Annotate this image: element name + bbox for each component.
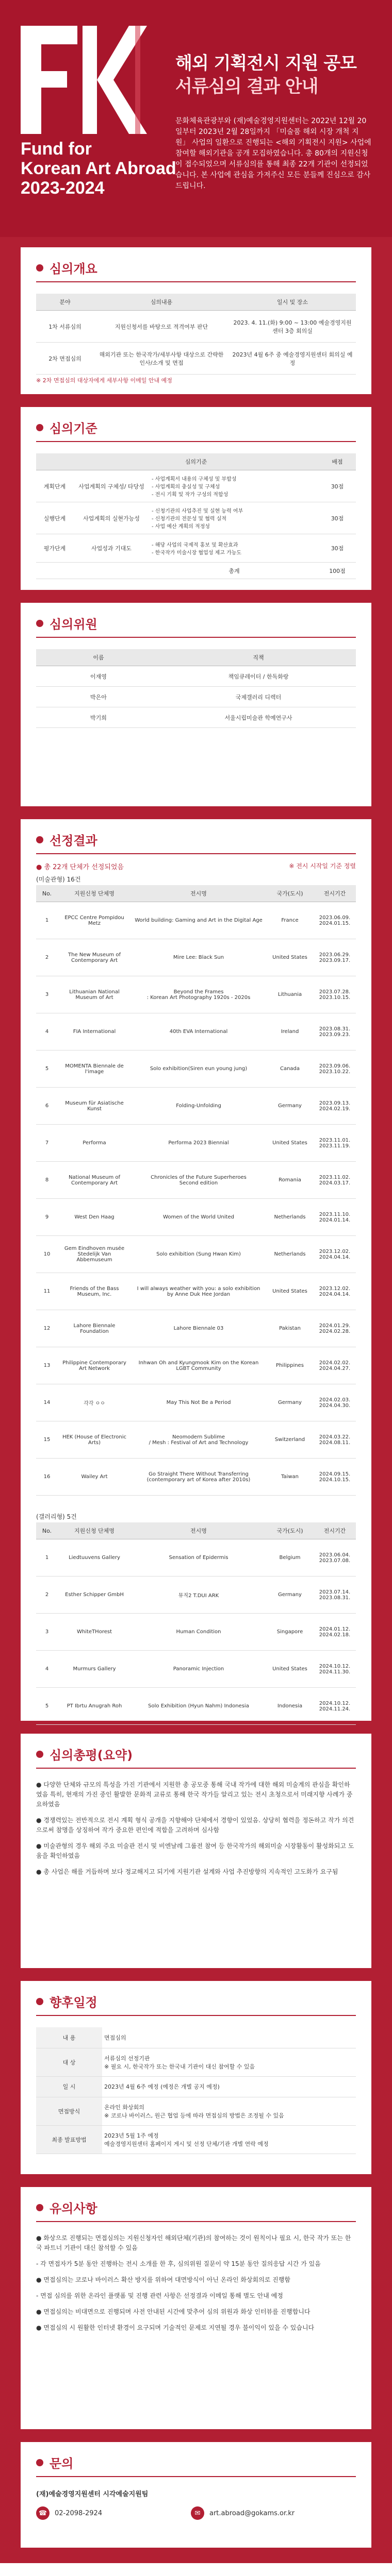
cell: Lithuania	[266, 976, 314, 1013]
cell: 2023.08.31. 2023.09.23.	[314, 1013, 356, 1050]
notice-paragraph: ● 면접심의 시 원활한 인터넷 환경이 요구되며 기술적인 문제로 지연될 경우 불이익이 있을 수 있습니다	[36, 2324, 315, 2331]
cell: Chronicles of the Future Superheroes Second edition	[131, 1162, 266, 1199]
results-title	[36, 831, 97, 849]
notice-card	[21, 2187, 371, 2429]
table-row	[36, 1199, 356, 1236]
committee-title	[36, 614, 97, 632]
summary-body	[36, 1780, 356, 1883]
cell: National Museum of Contemporary Art	[58, 1162, 131, 1199]
results-header: 전시명	[131, 885, 266, 902]
phone-icon: ☎	[36, 2506, 50, 2520]
hero-title: 해외 기획전시 지원 공모	[175, 53, 356, 74]
table-row	[36, 1651, 356, 1688]
cell: 2024.02.02. 2024.04.27.	[314, 1347, 356, 1384]
notice-title-text: 유의사항	[50, 2201, 97, 2216]
cell	[36, 563, 73, 579]
cell: 12	[36, 1310, 58, 1347]
cell: Mire Lee: Black Sun	[131, 939, 266, 976]
cell: 10	[36, 1236, 58, 1273]
cell: Performa 2023 Biennial	[131, 1125, 266, 1162]
cell: 일 시	[36, 2076, 102, 2097]
cell: 2023.11.01. 2023.11.19.	[314, 1125, 356, 1162]
bullet-icon	[36, 836, 43, 843]
overview-header: 분야	[36, 294, 94, 311]
divider	[36, 2221, 356, 2222]
cell: WhiteTHorest	[58, 1614, 131, 1651]
results-header: 지원신청 단체명	[58, 885, 131, 902]
cell: Pakistan	[266, 1310, 314, 1347]
contact-title-text: 문의	[50, 2456, 74, 2471]
table-row	[36, 976, 356, 1013]
results-header: 전시기간	[314, 885, 356, 902]
cell: 각각 ㅇㅇ	[58, 1384, 131, 1421]
table-row	[36, 563, 356, 579]
summary-title	[36, 1745, 133, 1763]
results-header: 전시기간	[314, 1522, 356, 1539]
table-row	[36, 1347, 356, 1384]
cell: 2023.06.04. 2023.07.08.	[314, 1539, 356, 1577]
table-row	[36, 2048, 356, 2076]
table-row	[36, 1310, 356, 1347]
table-row	[36, 1539, 356, 1577]
summary-paragraph: ● 총 사업은 해를 거듭하며 보다 정교해지고 되기에 지원기관 설계와 사업 추진방향의 지속적인 고도화가 요구됨	[36, 1868, 338, 1875]
cell: 면접방식	[36, 2097, 102, 2125]
total-value: 100점	[319, 563, 356, 579]
table-row	[36, 502, 356, 534]
results-header: 전시명	[131, 1522, 266, 1539]
cell: Philippines	[266, 1347, 314, 1384]
table-row	[36, 470, 356, 502]
cell: 지원신청서를 바탕으로 적격여부 판단	[94, 311, 229, 343]
cell: 2024.02.03. 2024.04.30.	[314, 1384, 356, 1421]
overview-title	[36, 259, 97, 277]
cell: Murmurs Gallery	[58, 1651, 131, 1688]
results-header: 국가(도시)	[266, 1522, 314, 1539]
cell: 2023.11.02. 2024.03.17.	[314, 1162, 356, 1199]
results-card	[21, 819, 371, 1721]
cell: 8	[36, 1162, 58, 1199]
total-label: 총계	[150, 563, 319, 579]
overview-header: 일시 및 장소	[229, 294, 356, 311]
cell: 서울시립미술관 학예연구사	[161, 707, 356, 728]
overview-table	[36, 294, 356, 375]
cell: 2023.06.09. 2024.01.15.	[314, 902, 356, 939]
summary-paragraph: ● 다양한 단체와 규모의 특성을 가진 기관에서 지원한 총 공모중 통해 국내 작가에 대한 해외 미술계의 관심을 확인하였음 특히, 현재의 가진 중인 활발한 문화적 교류로 통해 한국 작가들 알리고 있는 전시 초청으로서 미래지향 사례가 중요하였음	[36, 1781, 353, 1808]
cell: EPCC Centre Pompidou Metz	[58, 902, 131, 939]
bullet-icon	[36, 1751, 43, 1758]
table-row	[36, 1125, 356, 1162]
results-table-museum	[36, 885, 356, 1496]
cell: - 해당 사업의 국제적 홍보 및 확산효과 - 한국작가 미술시장 협업성 제고 가능도	[150, 534, 319, 563]
cell: West Den Haag	[58, 1199, 131, 1236]
cell: 사업계획의 실현가능성	[73, 502, 150, 534]
cell: PT Ibrtu Anugrah Roh	[58, 1688, 131, 1725]
cell: 2023.12.02. 2024.04.14.	[314, 1236, 356, 1273]
cell: Philippine Contemporary Art Network	[58, 1347, 131, 1384]
cell: Sensation of Epidermis	[131, 1539, 266, 1577]
schedule-table	[36, 2027, 356, 2154]
results-header: 지원신청 단체명	[58, 1522, 131, 1539]
table-row	[36, 1013, 356, 1050]
cell: 사업성과 기대도	[73, 534, 150, 563]
table-row	[36, 902, 356, 939]
footer	[0, 2563, 392, 2576]
cell: 2023.07.14. 2023.08.31.	[314, 1577, 356, 1614]
notice-paragraph: ● 화상으로 진행되는 면접심의는 지원신청자인 해외단체(기관)의 참여하는 것이 원칙이나 필요 시, 한국 작가 또는 한국 파트너 기관이 대신 참석할 수 있음	[36, 2234, 351, 2251]
cell: Solo exhibition(Siren eun young jung)	[131, 1050, 266, 1088]
overview-card	[21, 247, 371, 394]
table-row	[36, 1577, 356, 1614]
cell: Go Straight There Without Transferring (contemporary art of Korea after 2010s)	[131, 1459, 266, 1496]
cell: 3	[36, 976, 58, 1013]
cell: 30점	[319, 502, 356, 534]
cell: Gem Eindhoven musée Stedelijk Van Abbemuseum	[58, 1236, 131, 1273]
cell: 평가단계	[36, 534, 73, 563]
cell: 서류심의 선정기관 ※ 필요 시, 한국작가 또는 한국내 기관이 대신 참여할 수 있음	[102, 2048, 356, 2076]
contact-card	[21, 2442, 371, 2548]
divider	[36, 281, 356, 282]
notice-paragraph: ● 면접심의는 비대면으로 진행되며 사전 안내된 시간에 맞추어 심의 위원과 화상 인터뷰를 진행합니다	[36, 2308, 311, 2315]
cell: 40th EVA International	[131, 1013, 266, 1050]
cell: Women of the World United	[131, 1199, 266, 1236]
notice-paragraph: ● 면접심의는 코로나 바이러스 확산 방지를 위하여 대면방식이 아닌 온라인 화상회의로 진행함	[36, 2276, 290, 2283]
cell: 2023.06.29. 2023.09.17.	[314, 939, 356, 976]
cell: Singapore	[266, 1614, 314, 1651]
committee-table	[36, 649, 356, 728]
cell: 14	[36, 1384, 58, 1421]
table-row	[36, 2076, 356, 2097]
cell: Beyond the Frames : Korean Art Photography 1920s - 2020s	[131, 976, 266, 1013]
table-row	[36, 939, 356, 976]
cell: 계획단계	[36, 470, 73, 502]
criteria-title	[36, 418, 97, 436]
cell: 이재영	[36, 666, 161, 687]
cell: Solo exhibition (Sung Hwan Kim)	[131, 1236, 266, 1273]
cell: FIA International	[58, 1013, 131, 1050]
cell: Friends of the Bass Museum, Inc.	[58, 1273, 131, 1310]
cell: 6	[36, 1088, 58, 1125]
overview-title-text: 심의개요	[50, 262, 97, 276]
cell: 온라인 화상회의 ※ 코로나 바이러스, 원근 협업 등에 따라 면접심의 방법은 조정될 수 있음	[102, 2097, 356, 2125]
cell: Canada	[266, 1050, 314, 1088]
results-title-text: 선정결과	[50, 834, 97, 848]
bullet-icon	[36, 2459, 43, 2466]
cell: Lahore Biennale Foundation	[58, 1310, 131, 1347]
cell: Neomodern Sublime / Mesh : Festival of Art and Technology	[131, 1421, 266, 1459]
cell: Indonesia	[266, 1688, 314, 1725]
cell: United States	[266, 1651, 314, 1688]
table-row	[36, 1384, 356, 1421]
cell: Liedtuuvens Gallery	[58, 1539, 131, 1577]
cell: 책임큐레이터 / 한독화랑	[161, 666, 356, 687]
cell: 2024.03.22. 2024.08.11.	[314, 1421, 356, 1459]
cell: 면접심의	[102, 2027, 356, 2048]
cell: World building: Gaming and Art in the Digital Age	[131, 902, 266, 939]
contact-title	[36, 2453, 73, 2471]
cell: 2024.10.12. 2024.11.24.	[314, 1688, 356, 1725]
bullet-icon	[36, 1998, 43, 2005]
results-header: No.	[36, 1522, 58, 1539]
cell: 박기희	[36, 707, 161, 728]
summary-paragraph: ● 경쟁력있는 전반적으로 전시 계획 형식 공개을 지향해야 단체에서 경향이 있었음. 상당히 협력을 정돈하고 작가 의견으로써 참명을 상징하여 작가 중요한 편인에 적합을 고려하며 심사함	[36, 1817, 354, 1834]
cell: Germany	[266, 1384, 314, 1421]
group1-label: (미술관형) 16건	[36, 876, 81, 883]
cell: 2023년 4월 6주 예정 (예정은 개별 공지 예정)	[102, 2076, 356, 2097]
table-row	[36, 1459, 356, 1496]
cell: Inhwan Oh and Kyungmook Kim on the Korean LGBT Community	[131, 1347, 266, 1384]
cell: 4	[36, 1013, 58, 1050]
bullet-icon	[36, 2204, 43, 2211]
cell: 2024.01.12. 2024.02.18.	[314, 1614, 356, 1651]
cell: Wailey Art	[58, 1459, 131, 1496]
cell: Museum für Asiatische Kunst	[58, 1088, 131, 1125]
cell: May This Not Be a Period	[131, 1384, 266, 1421]
results-header: No.	[36, 885, 58, 902]
schedule-title-text: 향후일정	[50, 1995, 97, 2010]
cell: 박은아	[36, 687, 161, 707]
schedule-title	[36, 1992, 97, 2010]
results-table-gallery	[36, 1522, 356, 1725]
cell: 5	[36, 1050, 58, 1088]
cell: Esther Schipper GmbH	[58, 1577, 131, 1614]
cell: 2023. 4. 11.(화) 9:00 ~ 13:00 예술경영지원센터 3층 회의실	[229, 311, 356, 343]
contact-email[interactable]: art.abroad@gokams.or.kr	[209, 2509, 295, 2517]
table-row	[36, 1273, 356, 1310]
mail-icon: ✉	[191, 2506, 204, 2520]
criteria-header: 심의기준	[73, 453, 319, 470]
divider	[36, 1768, 356, 1769]
cell: 2024.10.12. 2024.11.30.	[314, 1651, 356, 1688]
cell: 2	[36, 1577, 58, 1614]
cell: 16	[36, 1459, 58, 1496]
fkaa-logo-icon	[21, 26, 155, 134]
cell: United States	[266, 1125, 314, 1162]
cell: 1	[36, 1539, 58, 1577]
cell: 30점	[319, 534, 356, 563]
cell: United States	[266, 939, 314, 976]
cell: 2	[36, 939, 58, 976]
cell: 30점	[319, 470, 356, 502]
overview-note: ※ 2차 면접심의 대상자에게 세부사항 이메일 안내 예정	[36, 377, 172, 384]
cell: 1	[36, 902, 58, 939]
notice-body	[36, 2233, 356, 2339]
fund-line-2: Korean Art Abroad	[21, 159, 176, 178]
contact-phone-row	[36, 2506, 102, 2520]
cell: 7	[36, 1125, 58, 1162]
cell: 최종 발표방법	[36, 2125, 102, 2154]
cell: 2023.11.10. 2024.01.14.	[314, 1199, 356, 1236]
bullet-icon	[36, 424, 43, 431]
results-headline: ● 총 22개 단체가 선정되었음	[36, 863, 124, 871]
cell: 2023년 4월 6주 중 예술경영지원센터 회의실 예정	[229, 343, 356, 375]
criteria-card	[21, 407, 371, 590]
table-row	[36, 1088, 356, 1125]
overview-header: 심의내용	[94, 294, 229, 311]
cell: - 사업계획서 내용의 구체성 및 부합성 - 사업계획의 충실성 및 구체성 - 전시 기획 및 작가 구성의 적합성	[150, 470, 319, 502]
cell: 국제갤러리 디렉터	[161, 687, 356, 707]
committee-header: 이름	[36, 649, 161, 666]
cell: Netherlands	[266, 1199, 314, 1236]
cell: United States	[266, 1273, 314, 1310]
results-order-note: ※ 전시 시작일 기준 정렬	[289, 862, 356, 870]
criteria-header	[36, 453, 73, 470]
results-header: 국가(도시)	[266, 885, 314, 902]
cell: Belgium	[266, 1539, 314, 1577]
cell: Panoramic Injection	[131, 1651, 266, 1688]
cell: MOMENTA Biennale de l'image	[58, 1050, 131, 1088]
cell	[73, 563, 150, 579]
cell: 2023.09.13. 2024.02.19.	[314, 1088, 356, 1125]
cell: 2023.07.28. 2023.10.15.	[314, 976, 356, 1013]
cell: 1차 서류심의	[36, 311, 94, 343]
schedule-card	[21, 1981, 371, 2174]
cell: 2023.09.06. 2023.10.22.	[314, 1050, 356, 1088]
cell: Solo Exhibition (Hyun Nahm) Indonesia	[131, 1688, 266, 1725]
cell: Human Condition	[131, 1614, 266, 1651]
cell: 실행단계	[36, 502, 73, 534]
cell: 5	[36, 1688, 58, 1725]
cell: 4	[36, 1651, 58, 1688]
hero-subtitle: 서류심의 결과 안내	[175, 76, 318, 97]
contact-phone[interactable]: 02-2098-2924	[55, 2509, 103, 2517]
table-row	[36, 687, 356, 707]
cell: Taiwan	[266, 1459, 314, 1496]
committee-header: 직책	[161, 649, 356, 666]
cell: 11	[36, 1273, 58, 1310]
table-row	[36, 1688, 356, 1725]
notice-paragraph: - 면접 심의를 위한 온라인 플랫폼 및 진행 관련 사항은 선정결과 이메일 통해 별도 안내 예정	[36, 2292, 283, 2299]
cell: 2차 면접심의	[36, 343, 94, 375]
table-row	[36, 1421, 356, 1459]
cell: 대 상	[36, 2048, 102, 2076]
cell: 2023.12.02. 2024.04.14.	[314, 1273, 356, 1310]
cell: 사업계획의 구체성/ 타당성	[73, 470, 150, 502]
cell: - 신청기관의 사업추진 및 실현 능력 여부 - 신청기관의 전문성 및 협력 실적 - 사업 예산 계획의 적정성	[150, 502, 319, 534]
committee-title-text: 심의위원	[50, 617, 97, 632]
cell: I will always weather with you: a solo exhibition by Anne Duk Hee Jordan	[131, 1273, 266, 1310]
cell: 15	[36, 1421, 58, 1459]
summary-paragraph: ● 미술관형의 경우 해외 주요 미술관 전시 및 비엔날레 그룹전 참여 등 한국작가의 해외미술 시장활동이 활성화되고 도움을 확인하였음	[36, 1842, 354, 1859]
table-row	[36, 1236, 356, 1273]
table-row	[36, 2027, 356, 2048]
divider	[36, 637, 356, 638]
divider	[36, 2015, 356, 2016]
summary-card	[21, 1734, 371, 1968]
fund-title	[21, 139, 176, 198]
table-row	[36, 1614, 356, 1651]
bullet-icon	[36, 264, 43, 272]
committee-card	[21, 603, 371, 806]
cell: Netherlands	[266, 1236, 314, 1273]
divider	[36, 2476, 356, 2477]
notice-paragraph: - 각 면접자가 5분 동안 진행하는 전시 소개를 한 후, 심의위원 질문이 약 15분 동안 질의응답 시간 가 있음	[36, 2260, 321, 2267]
cell: France	[266, 902, 314, 939]
table-row	[36, 311, 356, 343]
table-row	[36, 1162, 356, 1199]
cell: Ireland	[266, 1013, 314, 1050]
notice-title	[36, 2198, 97, 2216]
cell: Germany	[266, 1088, 314, 1125]
fund-line-1: Fund for	[21, 139, 92, 159]
hero-description: 문화체육관광부와 (재)예술경영지원센터는 2022년 12월 20일부터 2023년 2월 28일까지 「미술품 해외 시장 개척 지원」 사업의 일환으로 진행되는 <해외 기획전시 지원> 사업에 참여할 해외기관을 공개 모집하였습니다. 총 80개의 지원신청이 접수되었으며 서류심의를 통해 최종 22개 기관이 선정되었습니다. 본 사업에 관심을 가져주신 모든 분들께 진심으로 감사드립니다.	[175, 117, 371, 190]
cell: Performa	[58, 1125, 131, 1162]
cell: 2024.01.29. 2024.02.28.	[314, 1310, 356, 1347]
criteria-title-text: 심의기준	[50, 421, 97, 436]
cell: 뮤직2 T.DUI ARK	[131, 1577, 266, 1614]
contact-org: (재)예술경영지원센터 시각예술지원팀	[36, 2490, 149, 2498]
divider	[36, 441, 356, 442]
table-row	[36, 666, 356, 687]
cell: Germany	[266, 1577, 314, 1614]
cell: 2023년 5월 1주 예정 예술경영지원센터 홈페이지 게시 및 선정 단체/기관 개별 연락 예정	[102, 2125, 356, 2154]
cell: The New Museum of Contemporary Art	[58, 939, 131, 976]
cell: 9	[36, 1199, 58, 1236]
cell: Romania	[266, 1162, 314, 1199]
cell: Lithuanian National Museum of Art	[58, 976, 131, 1013]
table-row	[36, 1050, 356, 1088]
table-row	[36, 343, 356, 375]
bullet-icon	[36, 620, 43, 627]
criteria-table	[36, 453, 356, 579]
table-row	[36, 534, 356, 563]
cell: Lahore Biennale 03	[131, 1310, 266, 1347]
fund-line-3: 2023-2024	[21, 178, 105, 198]
table-row	[36, 707, 356, 728]
table-row	[36, 2125, 356, 2154]
cell: HEK (House of Electronic Arts)	[58, 1421, 131, 1459]
table-row	[36, 2097, 356, 2125]
cell: 내 용	[36, 2027, 102, 2048]
divider	[36, 853, 356, 854]
hero-section	[0, 0, 392, 237]
cell: 13	[36, 1347, 58, 1384]
criteria-header: 배점	[319, 453, 356, 470]
cell: 2024.09.15. 2024.10.15.	[314, 1459, 356, 1496]
cell: 해외기관 또는 한국작가/세부사항 대상으로 간략한 인사/소개 및 면접	[94, 343, 229, 375]
cell: 3	[36, 1614, 58, 1651]
cell: Folding-Unfolding	[131, 1088, 266, 1125]
contact-email-row	[191, 2506, 295, 2520]
cell: Switzerland	[266, 1421, 314, 1459]
summary-title-text: 심의총평(요약)	[50, 1748, 133, 1762]
group2-label: (갤러리형) 5건	[36, 1513, 77, 1520]
